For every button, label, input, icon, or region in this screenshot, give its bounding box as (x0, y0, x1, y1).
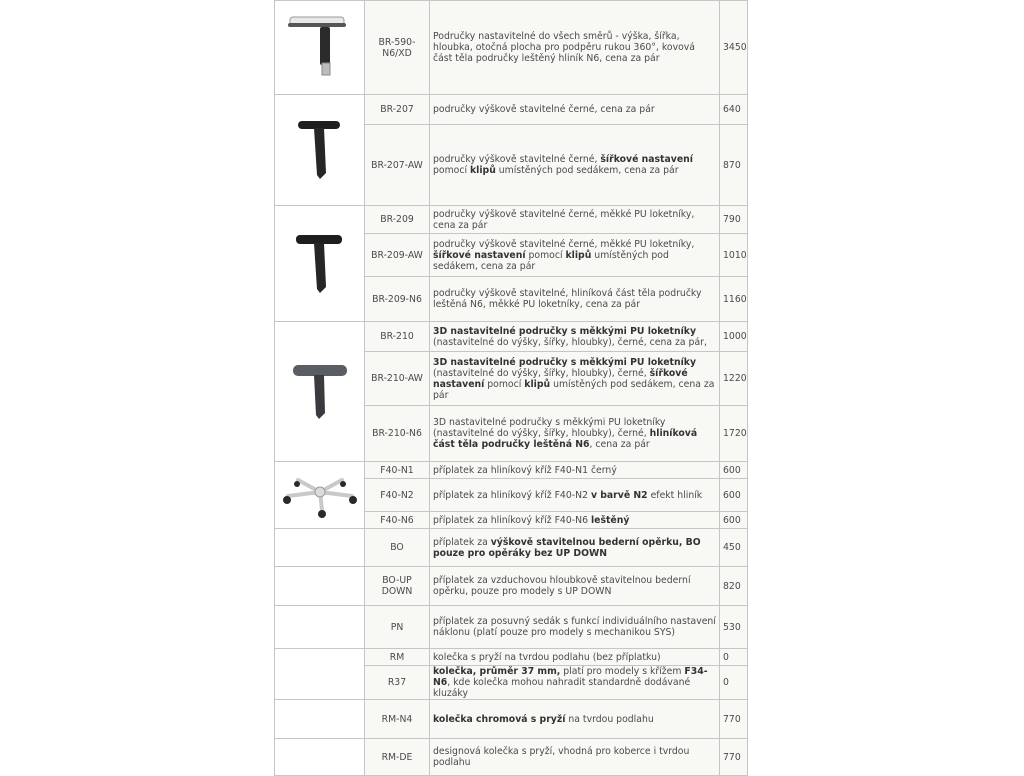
product-price: 1160 (720, 277, 748, 322)
product-code: R37 (365, 666, 430, 700)
armrest-icon (287, 359, 353, 425)
product-price: 600 (720, 479, 748, 512)
empty-image-cell (275, 606, 365, 649)
armrest-icon (283, 15, 357, 81)
empty-image-cell (275, 700, 365, 739)
armrest-br207-image (275, 95, 365, 206)
product-price: 3450 (720, 1, 748, 95)
product-code: BR-209-N6 (365, 277, 430, 322)
product-price: 1220 (720, 352, 748, 406)
product-code: F40-N6 (365, 512, 430, 529)
empty-image-cell (275, 739, 365, 776)
armrest-br210-image (275, 322, 365, 462)
product-description: příplatek za výškově stavitelnou bederní opěrku, BO pouze pro opěráky bez UP DOWN (430, 529, 720, 567)
product-description: příplatek za vzduchovou hloubkově stavitelnou bederní opěrku, pouze pro modely s UP DOWN (430, 567, 720, 606)
product-code: PN (365, 606, 430, 649)
product-description: designová kolečka s pryží, vhodná pro koberce i tvrdou podlahu (430, 739, 720, 776)
armrest-icon (290, 115, 350, 185)
product-code: RM-N4 (365, 700, 430, 739)
product-description: příplatek za posuvný sedák s funkcí individuálního nastavení náklonu (platí pouze pro modely s mechanikou SYS) (430, 606, 720, 649)
product-price: 0 (720, 649, 748, 666)
product-price: 1720 (720, 406, 748, 462)
product-code: RM (365, 649, 430, 666)
product-description: příplatek za hliníkový kříž F40-N2 v barvě N2 efekt hliník (430, 479, 720, 512)
table-row (275, 567, 748, 606)
product-code: BR-590-N6/XD (365, 1, 430, 95)
product-price: 1000 (720, 322, 748, 352)
armrest-br590-image (275, 1, 365, 95)
product-code: BR-210-AW (365, 352, 430, 406)
product-price: 790 (720, 206, 748, 234)
armrest-br209-image (275, 206, 365, 322)
product-price: 600 (720, 462, 748, 479)
product-description: područky výškově stavitelné černé, šířkové nastavení pomocí klipů umístěných pod sedákem, cena za pár (430, 125, 720, 206)
product-description: 3D nastavitelné područky s měkkými PU loketníky (nastavitelné do výšky, šířky, hloubky), černé, šířkové nastavení pomocí klipů umístěných pod sedákem, cena za pár (430, 352, 720, 406)
table-row (275, 529, 748, 567)
product-code: BR-210-N6 (365, 406, 430, 462)
product-price: 0 (720, 666, 748, 700)
product-description: područky výškově stavitelné černé, cena za pár (430, 95, 720, 125)
table-row (275, 700, 748, 739)
aluminium-base-image (275, 462, 365, 529)
product-price: 530 (720, 606, 748, 649)
table-row (275, 606, 748, 649)
product-code: BO (365, 529, 430, 567)
price-list (274, 0, 748, 776)
table-row (275, 1, 748, 95)
product-description: područky výškově stavitelné černé, měkké PU loketníky, cena za pár (430, 206, 720, 234)
table-row (275, 322, 748, 352)
empty-image-cell (275, 567, 365, 606)
product-price: 870 (720, 125, 748, 206)
product-code: F40-N1 (365, 462, 430, 479)
product-code: BR-209 (365, 206, 430, 234)
product-description: kolečka, průměr 37 mm, platí pro modely s křížem F34-N6, kde kolečka mohou nahradit standardně dodávané kluzáky (430, 666, 720, 700)
product-price: 600 (720, 512, 748, 529)
table-row (275, 95, 748, 125)
product-description: kolečka chromová s pryží na tvrdou podlahu (430, 700, 720, 739)
product-price: 1010 (720, 234, 748, 277)
price-table (274, 0, 748, 776)
table-row (275, 739, 748, 776)
product-price: 770 (720, 700, 748, 739)
product-code: RM-DE (365, 739, 430, 776)
empty-image-cell (275, 649, 365, 700)
product-code: BR-207-AW (365, 125, 430, 206)
product-code: BR-209-AW (365, 234, 430, 277)
product-price: 820 (720, 567, 748, 606)
product-code: BR-207 (365, 95, 430, 125)
product-price: 450 (720, 529, 748, 567)
product-description: Područky nastavitelné do všech směrů - výška, šířka, hloubka, otočná plocha pro podpěru rukou 360°, kovová část těla područky leštěný hliník N6, cena za pár (430, 1, 720, 95)
product-description: příplatek za hliníkový kříž F40-N1 černý (430, 462, 720, 479)
table-row (275, 206, 748, 234)
product-code: F40-N2 (365, 479, 430, 512)
product-description: 3D nastavitelné područky s měkkými PU loketníky (nastavitelné do výšky, šířky, hloubky), černé, hliníková část těla područky leštěná N6, cena za pár (430, 406, 720, 462)
product-code: BR-210 (365, 322, 430, 352)
table-row (275, 462, 748, 479)
product-description: područky výškově stavitelné černé, měkké PU loketníky, šířkové nastavení pomocí klipů umístěných pod sedákem, cena za pár (430, 234, 720, 277)
product-price: 640 (720, 95, 748, 125)
armrest-icon (290, 229, 350, 299)
product-description: kolečka s pryží na tvrdou podlahu (bez příplatku) (430, 649, 720, 666)
table-row (275, 649, 748, 666)
product-code: BO-UP DOWN (365, 567, 430, 606)
chair-base-icon (278, 470, 362, 520)
product-description: příplatek za hliníkový kříž F40-N6 leštěný (430, 512, 720, 529)
empty-image-cell (275, 529, 365, 567)
product-price: 770 (720, 739, 748, 776)
product-description: 3D nastavitelné područky s měkkými PU loketníky (nastavitelné do výšky, šířky, hloubky), černé, cena za pár, (430, 322, 720, 352)
product-description: područky výškově stavitelné, hliníková část těla područky leštěná N6, měkké PU loketníky, cena za pár (430, 277, 720, 322)
